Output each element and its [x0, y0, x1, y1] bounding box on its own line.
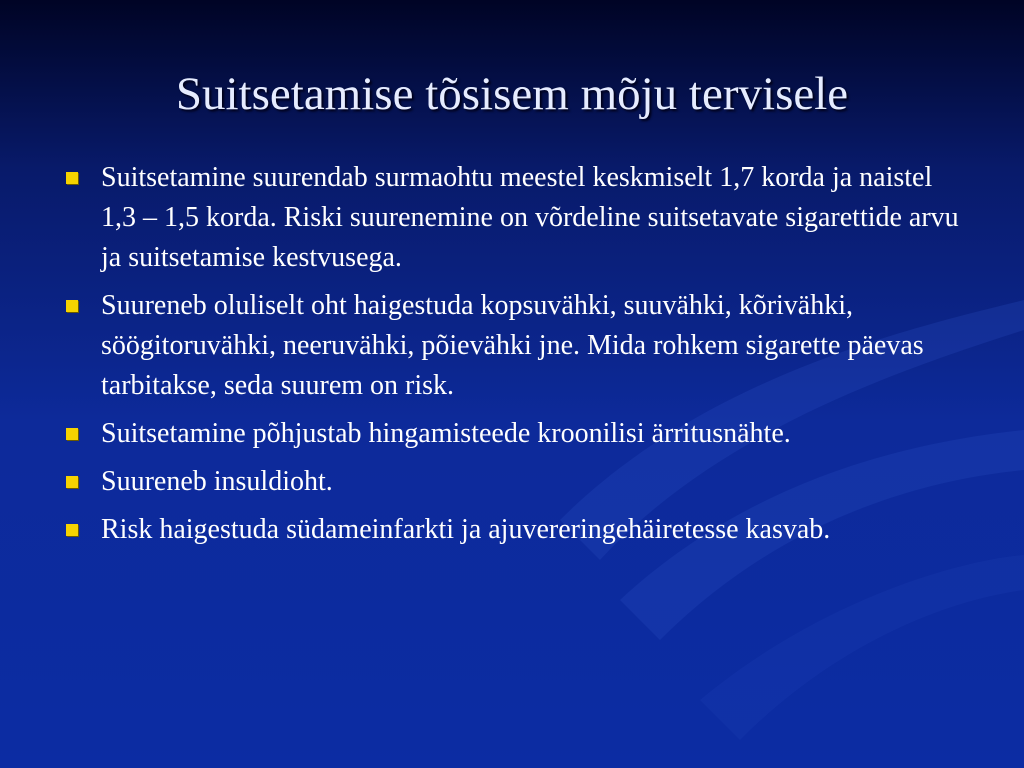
slide-title: Suitsetamise tõsisem mõju tervisele — [175, 68, 849, 120]
square-bullet-icon — [66, 172, 78, 184]
square-bullet-icon — [66, 524, 78, 536]
bullet-item — [63, 414, 963, 454]
square-bullet-icon — [66, 428, 78, 440]
square-bullet-icon — [66, 300, 78, 312]
bullet-item — [63, 462, 963, 502]
bullet-text: Risk haigestuda südameinfarkti ja ajuvereringehäiretesse kasvab. — [101, 514, 831, 545]
bullet-text: Suureneb insuldioht. — [101, 466, 333, 497]
bullet-item — [63, 158, 963, 278]
bullet-item — [63, 510, 963, 550]
bullet-list — [63, 158, 963, 558]
bullet-item — [63, 286, 963, 406]
bullet-text: Suureneb oluliselt oht haigestuda kopsuvähki, suuvähki, kõrivähki, söögitoruvähki, neeruvähki, põievähki jne. Mida rohkem sigarette päevas tarbitakse, seda suurem on risk. — [101, 290, 924, 401]
square-bullet-icon — [66, 476, 78, 488]
bullet-text: Suitsetamine suurendab surmaohtu meestel keskmiselt 1,7 korda ja naistel 1,3 – 1,5 korda. Riski suurenemine on võrdeline suitsetavate sigarettide arvu ja suitsetamise kestvusega. — [101, 162, 959, 273]
bullet-text: Suitsetamine põhjustab hingamisteede kroonilisi ärritusnähte. — [101, 418, 791, 449]
